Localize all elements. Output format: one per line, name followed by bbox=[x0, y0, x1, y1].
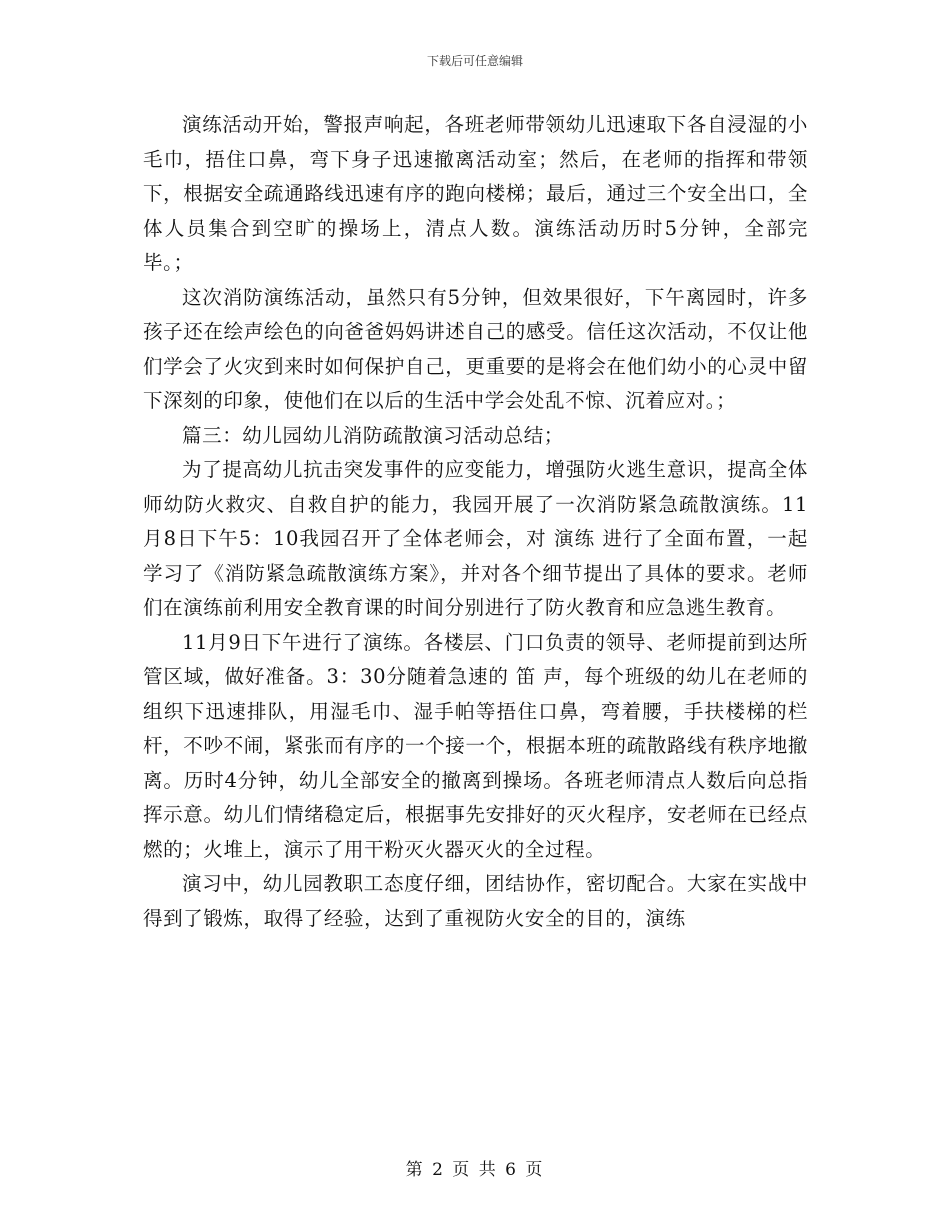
document-body bbox=[143, 108, 808, 936]
section-heading: 篇三：幼儿园幼儿消防疏散演习活动总结； bbox=[182, 423, 564, 447]
paragraph-summary: 演习中，幼儿园教职工态度仔细，团结协作，密切配合。大家在实战中得到了锻炼，取得了经验，达到了重视防火安全的目的，演练 bbox=[143, 872, 808, 930]
paragraph-drill-execution: 11月9日下午进行了演练。各楼层、门口负责的领导、老师提前到达所管区域，做好准备。3：30分随着急速的 笛 声，每个班级的幼儿在老师的组织下迅速排队，用湿毛巾、湿手帕等捂住口鼻，弯着腰，手扶楼梯的栏杆，不吵不闹，紧张而有序的一个接一个，根据本班的疏散路线有秩序地撤离。历时4分钟，幼儿全部安全的撤离到操场。各班老师清点人数后向总指挥示意。幼儿们情绪稳定后，根据事先安排好的灭火程序，安老师在已经点燃的；火堆上，演示了用干粉灭火器灭火的全过程。 bbox=[143, 630, 808, 861]
page-number: 第 2 页 共 6 页 bbox=[405, 1160, 545, 1180]
paragraph-preparation: 为了提高幼儿抗击突发事件的应变能力，增强防火逃生意识，提高全体师幼防火救灾、自救自护的能力，我园开展了一次消防紧急疏散演练。11月8日下午5：10我园召开了全体老师会，对 演练 进行了全面布置，一起学习了《消防紧急疏散演练方案》，并对各个细节提出了具体的要求。老师们在演练前利用安全教育课的时间分别进行了防火教育和应急逃生教育。 bbox=[143, 458, 808, 619]
page-header: 下载后可任意编辑 bbox=[426, 54, 523, 68]
paragraph-drill-effect: 这次消防演练活动，虽然只有5分钟，但效果很好，下午离园时，许多孩子还在绘声绘色的向爸爸妈妈讲述自己的感受。信任这次活动，不仅让他们学会了火灾到来时如何保护自己，更重要的是将会在他们幼小的心灵中留下深刻的印象，使他们在以后的生活中学会处乱不惊、沉着应对。； bbox=[143, 285, 808, 412]
paragraph-drill-process: 演练活动开始，警报声响起，各班老师带领幼儿迅速取下各自浸湿的小毛巾，捂住口鼻，弯下身子迅速撤离活动室；然后，在老师的指挥和带领下，根据安全疏通路线迅速有序的跑向楼梯；最后，通过三个安全出口，全体人员集合到空旷的操场上，清点人数。演练活动历时5分钟，全部完毕。； bbox=[143, 113, 808, 274]
